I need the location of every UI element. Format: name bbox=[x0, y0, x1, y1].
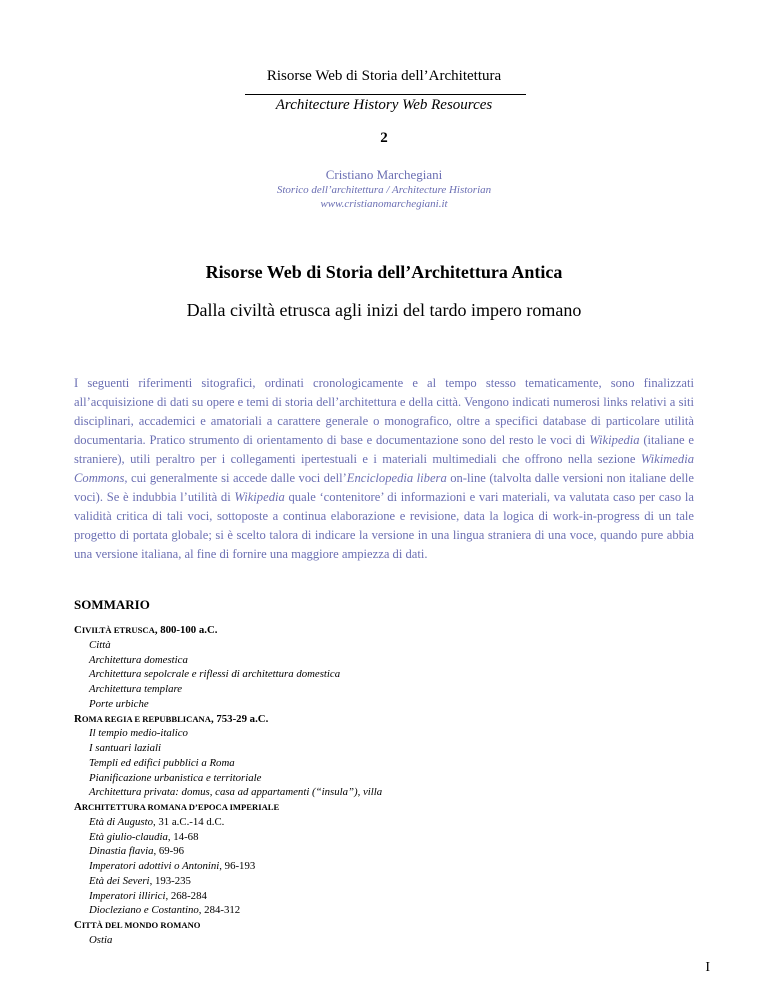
toc-item-title: Età giulio-claudia bbox=[89, 830, 168, 843]
intro-text: I seguenti riferimenti sitografici, ordinati cronologicamente e al tempo stesso tematicamente, sono finalizzati all’acquisizione di dati su opere e temi di storia dell’architettura e della città. Vengono indicati numerosi links relativi a siti disciplinari, accademici e amatoriali a carattere generale o monografico, oltre a specifici database di particolare utilità documentaria. Pratico strumento di orientamento di base e documentazione sono del resto le voci di bbox=[74, 376, 694, 447]
toc-section-title: IVILTÀ ETRUSCA bbox=[81, 625, 155, 635]
toc-item-title: Architettura privata: domus, casa ad appartamenti (“insula”), villa bbox=[89, 786, 383, 799]
toc-item-title: Architettura templare bbox=[89, 683, 183, 695]
toc-item[interactable] bbox=[74, 697, 694, 712]
toc-item-dates: , 193-235 bbox=[149, 874, 191, 887]
enciclopedia-ref: Enciclopedia libera bbox=[346, 471, 447, 485]
toc-heading: SOMMARIO bbox=[74, 597, 150, 612]
table-of-contents bbox=[74, 623, 694, 948]
toc-section-initial: A bbox=[74, 801, 82, 813]
toc-item-title: Architettura domestica bbox=[89, 653, 188, 666]
toc-section-initial: C bbox=[74, 919, 82, 931]
wikimedia-ref: Wikimedia Commons bbox=[74, 452, 694, 485]
toc-item[interactable] bbox=[74, 785, 694, 800]
toc-item[interactable] bbox=[74, 830, 694, 845]
toc-item-title: Il tempio medio-italico bbox=[89, 727, 188, 740]
intro-text: , cui generalmente si accede dalle voci dell’ bbox=[124, 471, 347, 485]
wikipedia-ref: Wikipedia bbox=[234, 490, 285, 504]
toc-item[interactable] bbox=[74, 889, 694, 904]
toc-item[interactable] bbox=[74, 815, 694, 830]
toc-item[interactable] bbox=[74, 653, 694, 668]
series-title: Risorse Web di Storia dell’Architettura bbox=[266, 68, 502, 84]
toc-item-title: Diocleziano e Costantino bbox=[89, 904, 199, 917]
toc-item-dates: , 96-193 bbox=[219, 860, 256, 872]
toc-item-title: Imperatori illirici bbox=[89, 889, 166, 902]
toc-item[interactable] bbox=[74, 844, 694, 859]
page-number: I bbox=[705, 960, 710, 975]
toc-item-title: Età di Augusto bbox=[89, 815, 153, 828]
document-title: Risorse Web di Storia dell’Architettura Antica bbox=[205, 262, 563, 282]
toc-section-dates: , 753-29 a.C. bbox=[210, 712, 269, 725]
toc-section-republican-rome[interactable] bbox=[74, 712, 694, 727]
toc-item[interactable] bbox=[74, 859, 694, 874]
toc-item-title: I santuari laziali bbox=[89, 742, 161, 754]
wikipedia-ref: Wikipedia bbox=[589, 433, 640, 447]
toc-item-title: Pianificazione urbanistica e territoriale bbox=[89, 771, 262, 784]
toc-item[interactable] bbox=[74, 874, 694, 889]
toc-item-dates: , 14-68 bbox=[167, 830, 199, 843]
toc-item-dates: , 31 a.C.-14 d.C. bbox=[153, 815, 225, 828]
toc-item[interactable] bbox=[74, 741, 694, 756]
author-name: Cristiano Marchegiani bbox=[325, 167, 443, 182]
toc-section-etruscan[interactable] bbox=[74, 623, 694, 638]
toc-item[interactable] bbox=[74, 771, 694, 786]
toc-item[interactable] bbox=[74, 933, 694, 948]
toc-item[interactable] bbox=[74, 903, 694, 918]
toc-section-roman-cities[interactable] bbox=[74, 918, 694, 933]
toc-item-title: Porte urbiche bbox=[89, 697, 149, 710]
toc-item-title: Età dei Severi bbox=[89, 874, 150, 887]
toc-item[interactable] bbox=[74, 726, 694, 741]
title-divider bbox=[245, 94, 526, 95]
toc-section-initial: C bbox=[74, 624, 82, 636]
toc-item-dates: , 268-284 bbox=[165, 889, 207, 902]
toc-section-title: OMA REGIA E REPUBBLICANA bbox=[81, 713, 211, 724]
intro-text: quale ‘contenitore’ di informazioni e vari materiali, va valutata caso per caso la validità critica di tali voci, sottoposte a continua elaborazione e revisione, data la logica di work-in-progress di un tale progetto di portata globale; si è scelto talora di indicare la versione in una lingua straniera di una voce, quando pure abbia una versione italiana, al fine di fornire una maggiore ampiezza di dati. bbox=[74, 490, 694, 561]
series-subtitle: Architecture History Web Resources bbox=[275, 97, 493, 113]
toc-item-title: Dinastia flavia bbox=[89, 845, 154, 858]
toc-item[interactable] bbox=[74, 682, 694, 697]
toc-item-title: Architettura sepolcrale e riflessi di architettura domestica bbox=[89, 668, 341, 681]
toc-section-dates: , 800-100 a.C. bbox=[154, 624, 218, 636]
toc-item[interactable] bbox=[74, 667, 694, 682]
toc-section-imperial-architecture[interactable] bbox=[74, 800, 694, 815]
intro-text: (italiane e straniere), utili peraltro per i collegamenti ipertestuali e i materiali multimediali che offrono nella sezione bbox=[74, 433, 694, 466]
toc-section-title: RCHITETTURA ROMANA D’EPOCA IMPERIALE bbox=[81, 802, 280, 812]
intro-paragraph bbox=[74, 374, 694, 564]
toc-item-dates: , 69-96 bbox=[153, 845, 185, 858]
toc-item-title: Templi ed edifici pubblici a Roma bbox=[89, 756, 235, 769]
document-subtitle: Dalla civiltà etrusca agli inizi del tardo impero romano bbox=[186, 300, 582, 320]
toc-item[interactable] bbox=[74, 638, 694, 653]
toc-item-title: Città bbox=[89, 638, 111, 651]
toc-item-dates: , 284-312 bbox=[198, 904, 241, 917]
author-website[interactable]: www.cristianomarchegiani.it bbox=[320, 198, 448, 210]
intro-text: on-line (talvolta dalle versioni non italiane delle voci). Se è indubbia l’utilità di bbox=[74, 471, 694, 504]
toc-item[interactable] bbox=[74, 756, 694, 771]
issue-number: 2 bbox=[380, 130, 388, 146]
toc-section-title: ITTÀ DEL MONDO ROMANO bbox=[81, 920, 201, 930]
toc-item-title: Imperatori adottivi o Antonini bbox=[89, 860, 220, 872]
toc-item-title: Ostia bbox=[89, 933, 113, 946]
author-role: Storico dell’architettura / Architecture Historian bbox=[276, 184, 492, 196]
toc-section-initial: R bbox=[74, 712, 82, 725]
